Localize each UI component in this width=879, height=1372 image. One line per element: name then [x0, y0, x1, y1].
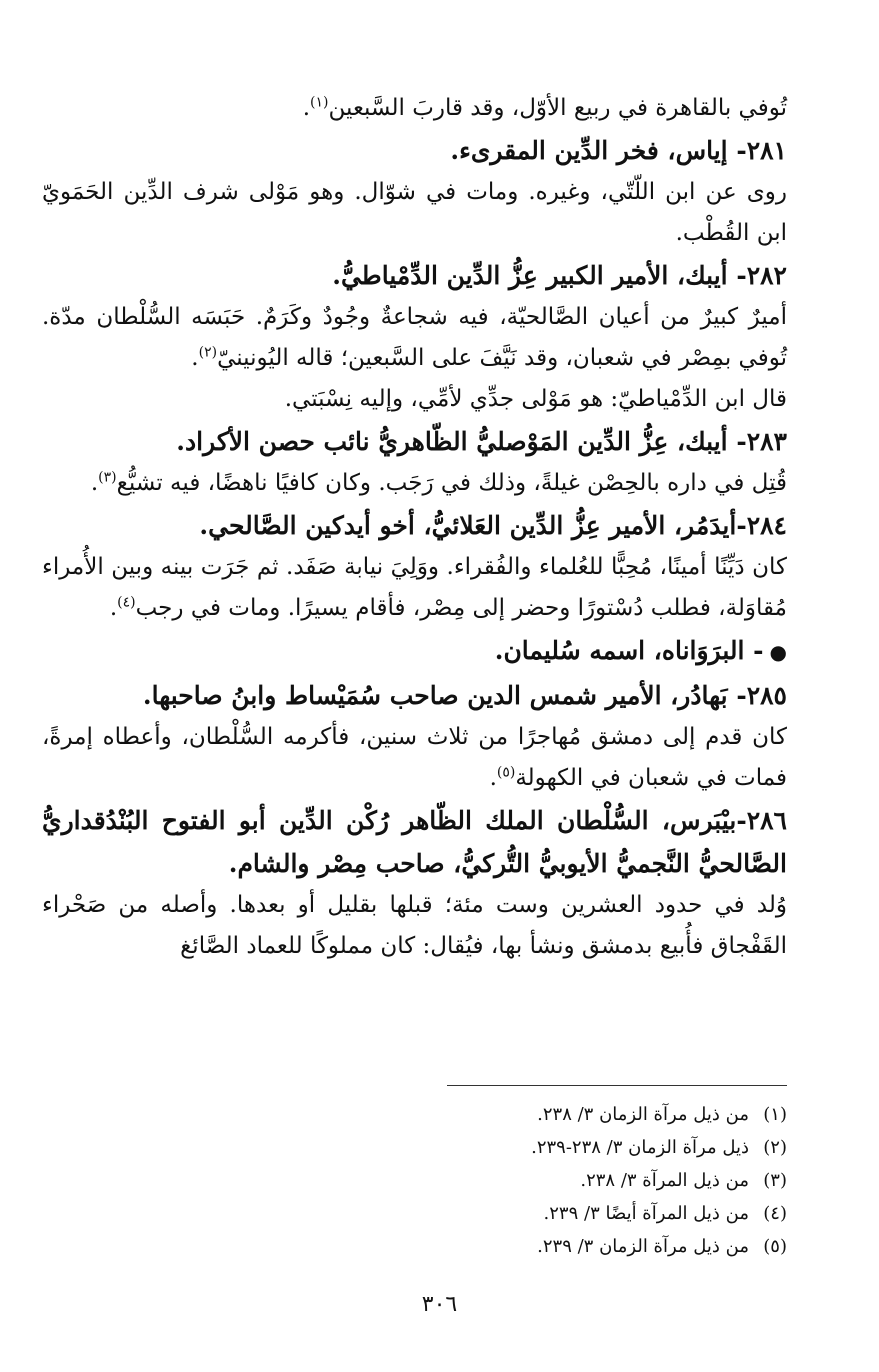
footnote	[287, 1197, 787, 1230]
entry-heading-286: ٢٨٦-بيْبَرس، السُّلْطان الملك الظّاهر رُكْن الدِّين أبو الفتوح البُنْدُقداريُّ الصَّالحيُّ النَّجميُّ الأيوبيُّ التُّركيُّ، صاحب مِصْر والشام.	[42, 806, 787, 878]
period: .	[191, 345, 199, 371]
footnote-ref-5: (٥)	[496, 764, 516, 781]
paragraph-text: تُوفي بالقاهرة في ربيع الأوّل، وقد قاربَ السَّبعين	[328, 95, 787, 121]
entry-heading-282: ٢٨٢- أيبك، الأمير الكبير عِزُّ الدِّين الدِّمْياطيُّ.	[332, 261, 787, 290]
footnote	[287, 1164, 787, 1197]
entry-text-281: روى عن ابن اللّتّي، وغيره. ومات في شوّال. وهو مَوْلى شرف الدِّين الحَمَويّ ابن القُطْب.	[42, 179, 787, 246]
entry-text-285	[42, 717, 787, 799]
entry-heading-281: ٢٨١- إياس، فخر الدِّين المقرىء.	[450, 136, 787, 165]
footnote	[287, 1230, 787, 1263]
footnote	[287, 1131, 787, 1164]
footnote-number: (٢)	[763, 1137, 787, 1158]
footnote-ref-4: (٤)	[117, 594, 136, 611]
footnote-ref-2: (٢)	[198, 344, 218, 361]
entry-heading-284: ٢٨٤-أيدَمُر، الأمير عِزُّ الدِّين العَلائيُّ، أخو أيدكين الصَّالحي.	[199, 511, 787, 540]
footnote-text: ذيل مرآة الزمان ٣/ ٢٣٨-٢٣٩.	[531, 1137, 749, 1158]
footnote-text: من ذيل المرآة ٣/ ٢٣٨.	[580, 1170, 749, 1191]
entry-text-284	[42, 547, 787, 629]
footnote-text: من ذيل المرآة أيضًا ٣/ ٢٣٩.	[543, 1203, 749, 1224]
footnote-number: (٤)	[763, 1203, 787, 1224]
paragraph-text: قُتِل في داره بالحِصْن غيلةً، وذلك في رَجَب. وكان كافيًا ناهضًا، فيه تشيُّع	[116, 470, 787, 496]
period: .	[90, 470, 99, 496]
footnote	[287, 1098, 787, 1131]
paragraph-text: كان دَيِّنًا أمينًا، مُحِبًّا للعُلماء والفُقراء. ووَلِيَ نيابة صَفَد. ثم جَرَت بينه وبين الأُمراء مُقاوَلة، فطلب دُسْتورًا وحضر إلى مِصْر، فأقام يسيرًا. ومات في رجب	[42, 554, 787, 621]
period: .	[302, 95, 311, 121]
period: .	[489, 765, 497, 791]
cross-reference-line	[42, 629, 787, 674]
paragraph-text: أميرٌ كبيرٌ من أعيان الصَّالحيّة، فيه شجاعةٌ وجُودٌ وكَرَمٌ. حَبَسَه السُّلْطان مدّة. تُوفي بمِصْر في شعبان، وقد نَيَّفَ على السَّبعين؛ قاله اليُونينيّ	[42, 304, 787, 371]
paragraph-280-end	[42, 88, 787, 129]
period: .	[109, 595, 118, 621]
footnote-number: (١)	[763, 1104, 787, 1125]
footnote-number: (٣)	[763, 1170, 787, 1191]
entry-text-286: وُلد في حدود العشرين وست مئة؛ قبلها بقليل أو بعدها. وأصله من صَحْراء القَفْجاق فأُبيع بدمشق ونشأ بها، فيُقال: كان مملوكًا للعماد الصَّائغ	[42, 892, 787, 959]
footnotes	[287, 1098, 787, 1263]
footnote-ref-3: (٣)	[98, 469, 117, 486]
footnote-ref-1: (١)	[310, 94, 329, 111]
footnote-number: (٥)	[763, 1236, 787, 1257]
entry-heading-285: ٢٨٥- بَهادُر، الأمير شمس الدين صاحب سُمَيْساط وابنُ صاحبها.	[142, 681, 787, 710]
footnote-text: من ذيل مرآة الزمان ٣/ ٢٣٨.	[537, 1104, 749, 1125]
footnote-divider	[447, 1085, 787, 1086]
footnote-text: من ذيل مرآة الزمان ٣/ ٢٣٩.	[537, 1236, 749, 1257]
entry-text-282	[42, 297, 787, 379]
page-number: ٣٠٦	[421, 1292, 458, 1317]
entry-text-283	[42, 463, 787, 504]
bullet-icon: ●	[769, 640, 787, 664]
cross-reference-text: - البرَوَاناه، اسمه سُليمان.	[494, 636, 764, 665]
entry-text-282-b: قال ابن الدِّمْياطيّ: هو مَوْلى جدِّي لأمِّي، وإليه نِسْبَتي.	[284, 386, 787, 412]
entry-heading-283: ٢٨٣- أيبك، عِزُّ الدِّين المَوْصليُّ الظّاهريُّ نائب حصن الأكراد.	[176, 427, 787, 456]
paragraph-text: كان قدم إلى دمشق مُهاجرًا من ثلاث سنين، فأكرمه السُّلْطان، وأعطاه إمرةً، فمات في شعبان في الكهولة	[42, 724, 787, 791]
